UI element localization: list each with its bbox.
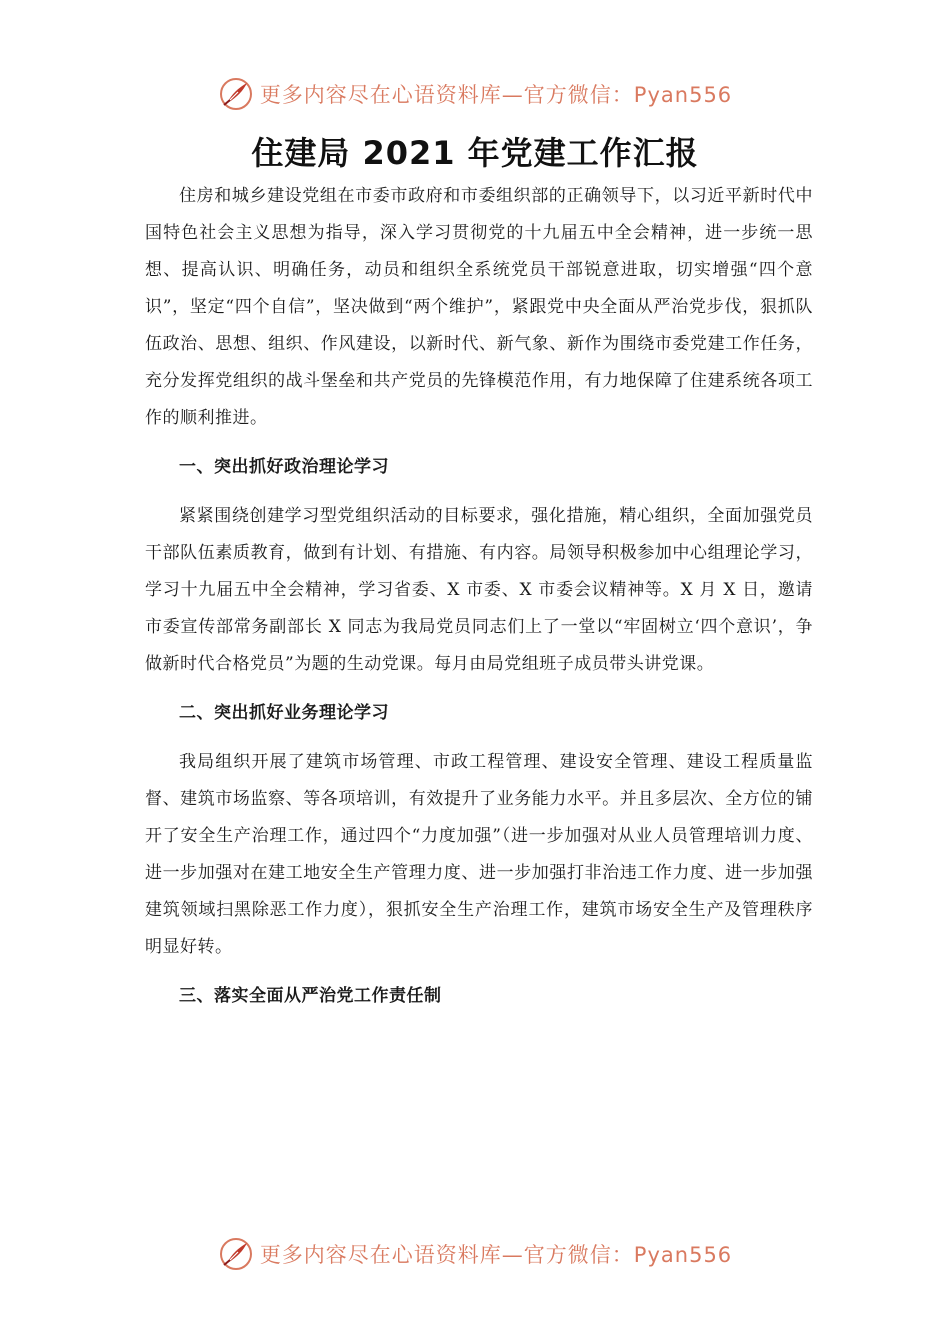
section-heading-1: 一、突出抓好政治理论学习 bbox=[179, 457, 389, 477]
section-heading-2: 二、突出抓好业务理论学习 bbox=[179, 703, 389, 723]
section-body-2: 我局组织开展了建筑市场管理、市政工程管理、建设安全管理、建设工程质量监督、建筑市场监察、等各项培训，有效提升了业务能力水平。并且多层次、全方位的铺开了安全生产治理工作，通过四个“力度加强”（进一步加强对从业人员管理培训力度、进一步加强对在建工地安全生产管理力度、进一步加强打非治违工作力度、进一步加强建筑领域扫黑除恶工作力度），狠抓安全生产治理工作，建筑市场安全生产及管理秩序明显好转。 bbox=[145, 752, 813, 957]
footer-watermark bbox=[0, 1234, 950, 1274]
feather-pen-logo-icon bbox=[218, 76, 254, 112]
feather-pen-logo-icon bbox=[218, 1236, 254, 1272]
watermark-text: 更多内容尽在心语资料库—官方微信：Pyan556 bbox=[259, 1243, 733, 1267]
section-body-1: 紧紧围绕创建学习型党组织活动的目标要求，强化措施，精心组织，全面加强党员干部队伍素质教育，做到有计划、有措施、有内容。局领导积极参加中心组理论学习，学习十九届五中全会精神，学习省委、X 市委、X 市委会议精神等。X 月 X 日，邀请市委宣传部常务副部长 X 同志为我局党员同志们上了一堂以“牢固树立‘四个意识’，争做新时代合格党员”为题的生动党课。每月由局党组班子成员带头讲党课。 bbox=[145, 506, 813, 674]
section-heading-3: 三、落实全面从严治党工作责任制 bbox=[179, 986, 442, 1006]
document-title: 住建局 2021 年党建工作汇报 bbox=[251, 134, 699, 172]
watermark-text: 更多内容尽在心语资料库—官方微信：Pyan556 bbox=[259, 83, 733, 107]
document-body bbox=[145, 178, 813, 1015]
intro-paragraph: 住房和城乡建设党组在市委市政府和市委组织部的正确领导下，以习近平新时代中国特色社会主义思想为指导，深入学习贯彻党的十九届五中全会精神，进一步统一思想、提高认识、明确任务，动员和组织全系统党员干部锐意进取，切实增强“四个意识”，坚定“四个自信”，坚决做到“两个维护”，紧跟党中央全面从严治党步伐，狠抓队伍政治、思想、组织、作风建设，以新时代、新气象、新作为围绕市委党建工作任务，充分发挥党组织的战斗堡垒和共产党员的先锋模范作用，有力地保障了住建系统各项工作的顺利推进。 bbox=[145, 186, 813, 428]
header-watermark bbox=[0, 74, 950, 114]
